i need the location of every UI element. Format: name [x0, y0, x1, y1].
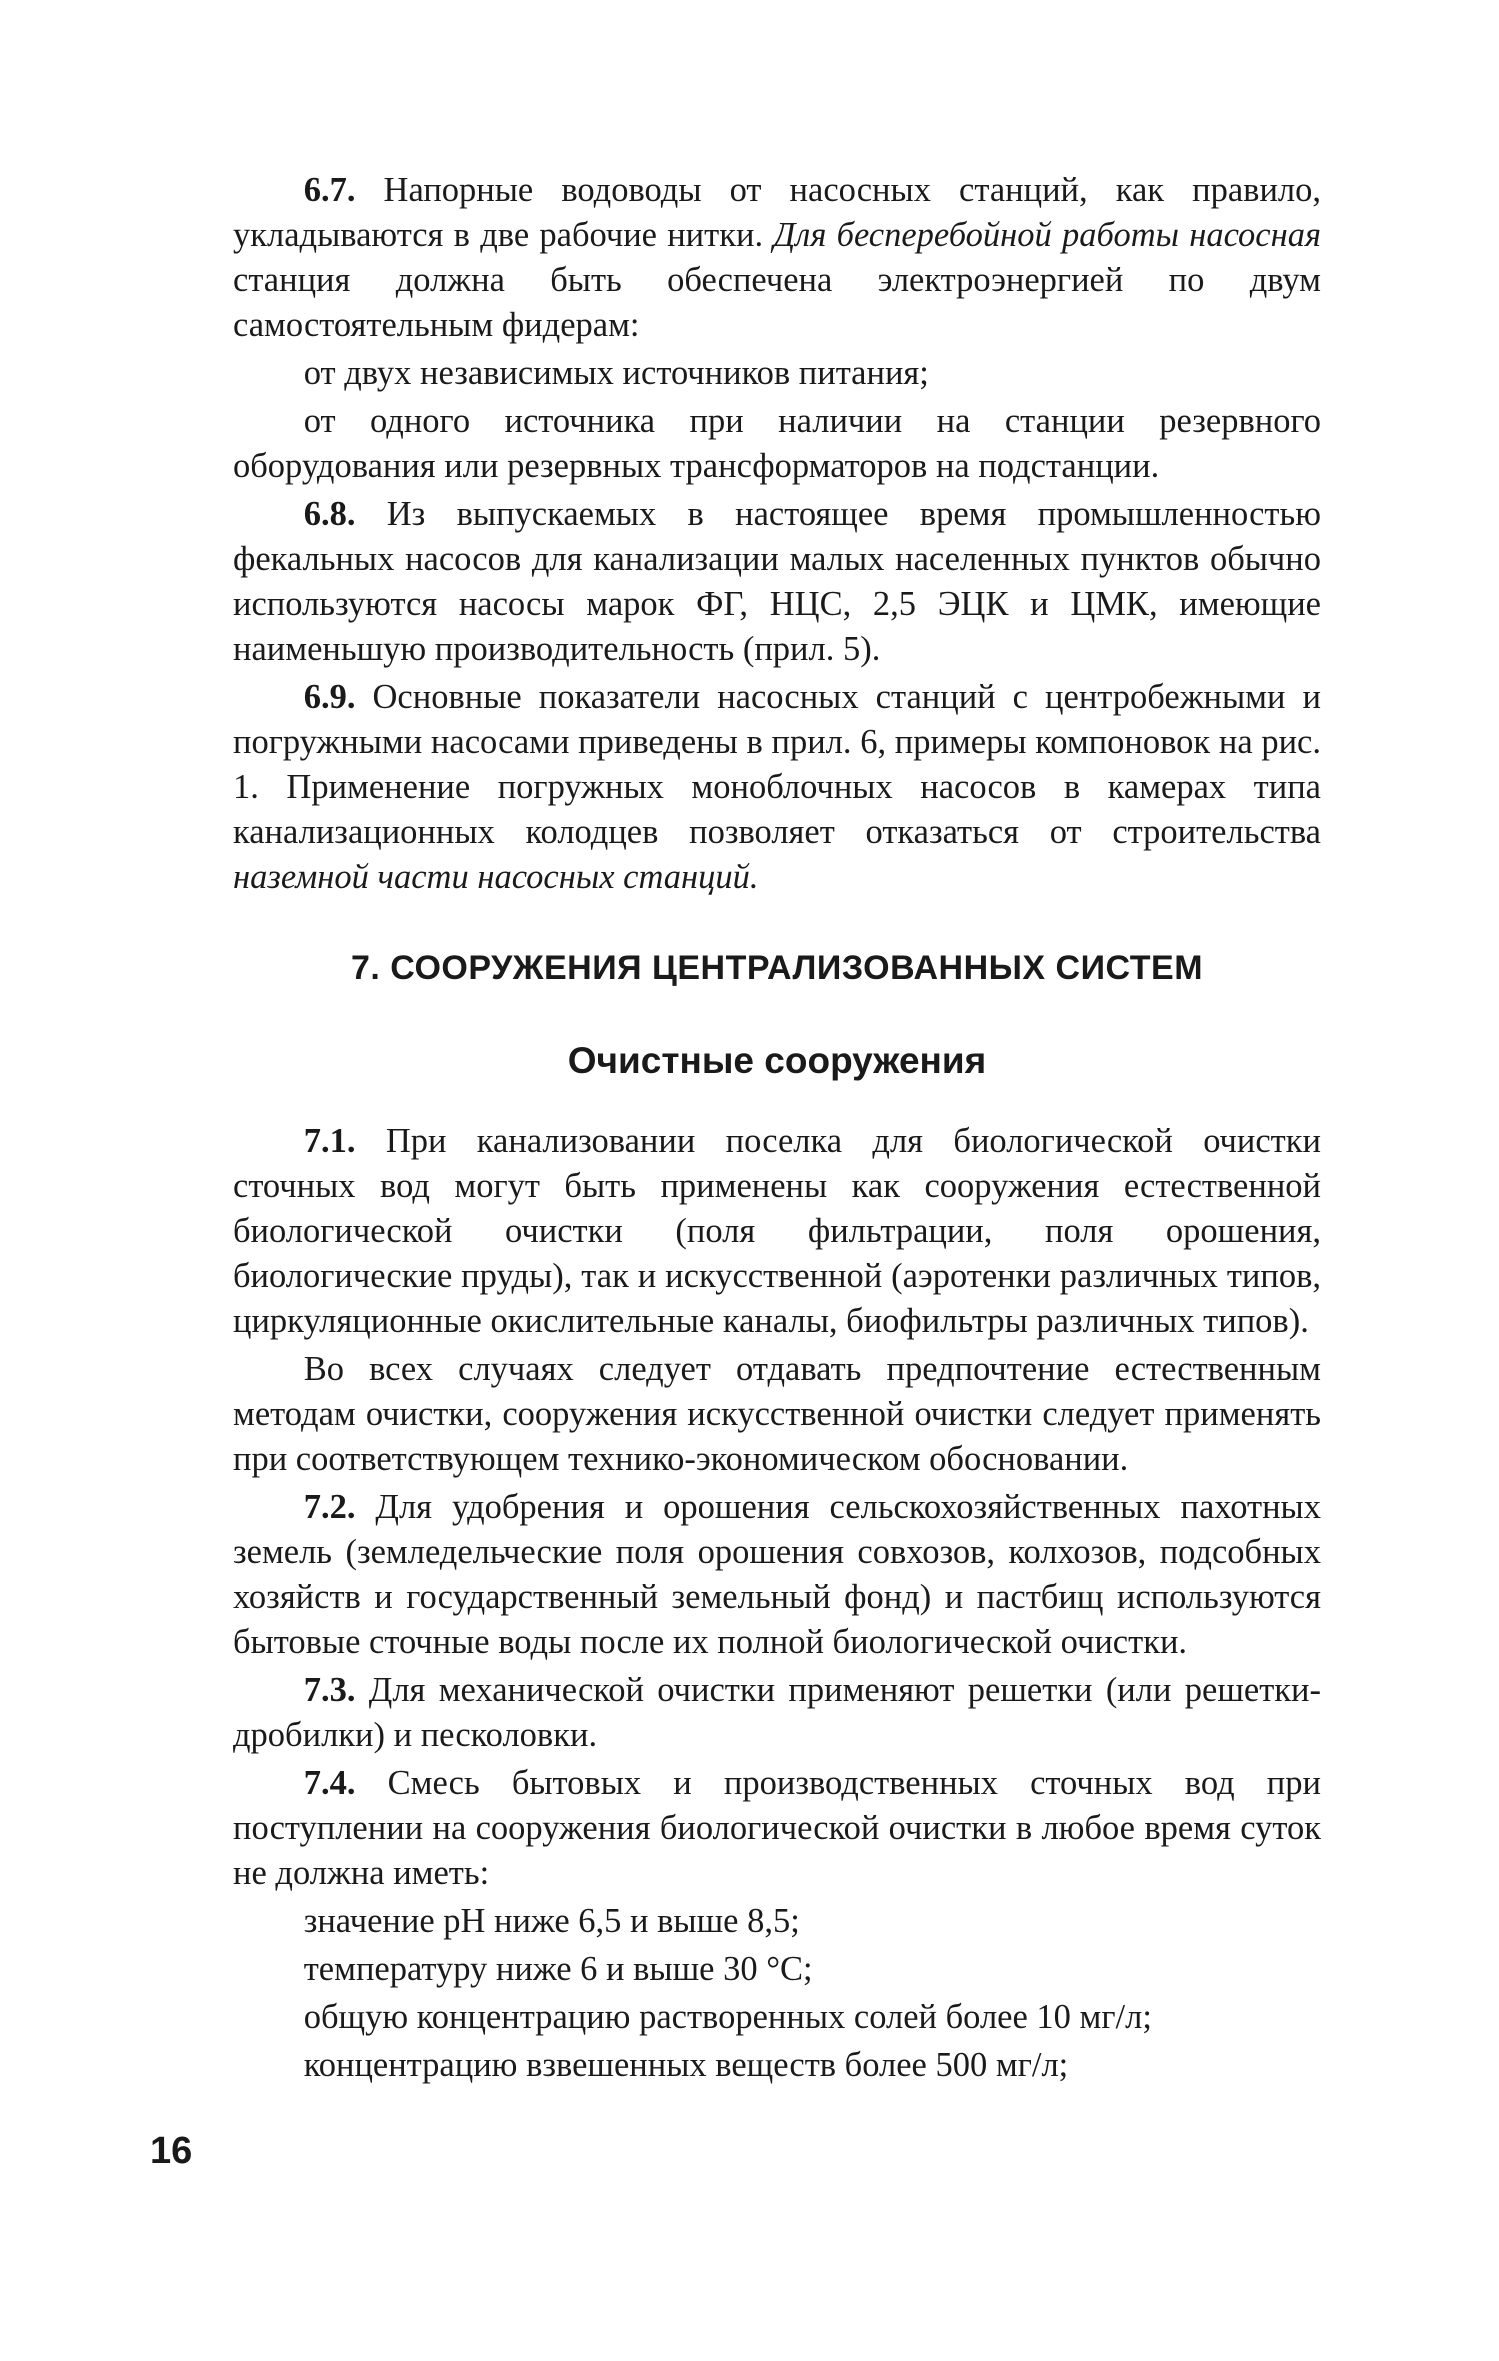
- paragraph-7-2: [233, 1485, 1321, 1665]
- paragraph-text: Для удобрения и орошения сельскохозяйственных пахотных земель (земледельческие поля орошения совхозов, колхозов, подсобных хозяйств и государственный земельный фонд) и пастбищ используются бытовые сточные воды после их полной биологической очистки.: [233, 1488, 1321, 1661]
- paragraph-7-3: [233, 1668, 1321, 1758]
- paragraph-text: Для механической очистки применяют решетки (или решетки-дробилки) и песколовки.: [233, 1671, 1321, 1754]
- list-item: значение pH ниже 6,5 и выше 8,5;: [303, 1902, 800, 1940]
- page-number: 16: [150, 2130, 193, 2172]
- clause-number: 7.2.: [303, 1488, 356, 1526]
- subsection-title: Очистные сооружения: [567, 1040, 987, 1081]
- paragraph-7-4: [233, 1761, 1321, 1896]
- paragraph-text: Из выпускаемых в настоящее время промышленностью фекальных насосов для канализации малых населенных пунктов обычно используются насосы марок ФГ, НЦС, 2,5 ЭЦК и ЦМК, имеющие наименьшую производительность (прил. 5).: [233, 495, 1321, 668]
- paragraph-text: Основные показатели насосных станций с центробежными и погружными насосами приведены в прил. 6, примеры компоновок на рис. 1. Применение погружных моноблочных насосов в камерах типа канализационных колодцев позволяет отказаться от строительства: [233, 678, 1321, 851]
- paragraph-7-1-continued: Во всех случаях следует отдавать предпочтение естественным методам очистки, сооружения искусственной очистки следует применять при соответствующем технико-экономическом обосновании.: [233, 1350, 1321, 1478]
- paragraph-6-7: [233, 168, 1321, 348]
- list-item: от одного источника при наличии на станции резервного оборудования или резервных трансформаторов на подстанции.: [233, 402, 1321, 485]
- list-item: температуру ниже 6 и выше 30 °C;: [303, 1950, 813, 1988]
- paragraph-text: Напорные водоводы от насосных станций, как правило, укладываются в две рабочие нитки.: [233, 171, 1321, 254]
- paragraph-text: При канализовании поселка для биологической очистки сточных вод могут быть применены как сооружения естественной биологической очистки (поля фильтрации, поля орошения, биологические пруды), так и искусственной (аэротенки различных типов, циркуляционные окислительные каналы, биофильтры различных типов).: [233, 1122, 1321, 1340]
- paragraph-6-9: [233, 675, 1321, 900]
- paragraph-italic-text: наземной части насосных станций.: [233, 858, 759, 896]
- clause-number: 7.1.: [303, 1122, 356, 1160]
- page-body: [233, 168, 1321, 2088]
- clause-number: 7.3.: [303, 1671, 356, 1709]
- paragraph-6-8: [233, 492, 1321, 672]
- paragraph-text: станция должна быть обеспечена электроэнергией по двум самостоятельным фидерам:: [233, 261, 1321, 344]
- section-title: 7. СООРУЖЕНИЯ ЦЕНТРАЛИЗОВАННЫХ СИСТЕМ: [350, 949, 1204, 987]
- clause-number: 6.7.: [303, 171, 356, 209]
- clause-number: 7.4.: [303, 1764, 356, 1802]
- clause-number: 6.9.: [303, 678, 356, 716]
- paragraph-italic-text: Для бесперебойной работы насосная: [773, 216, 1321, 254]
- list-item: от двух независимых источников питания;: [303, 354, 929, 392]
- list-item: концентрацию взвешенных веществ более 500 мг/л;: [303, 2046, 1069, 2084]
- paragraph-7-1: [233, 1119, 1321, 1344]
- clause-number: 6.8.: [303, 495, 356, 533]
- list-item: общую концентрацию растворенных солей более 10 мг/л;: [303, 1998, 1152, 2036]
- paragraph-text: Смесь бытовых и производственных сточных вод при поступлении на сооружения биологической очистки в любое время суток не должна иметь:: [233, 1764, 1321, 1892]
